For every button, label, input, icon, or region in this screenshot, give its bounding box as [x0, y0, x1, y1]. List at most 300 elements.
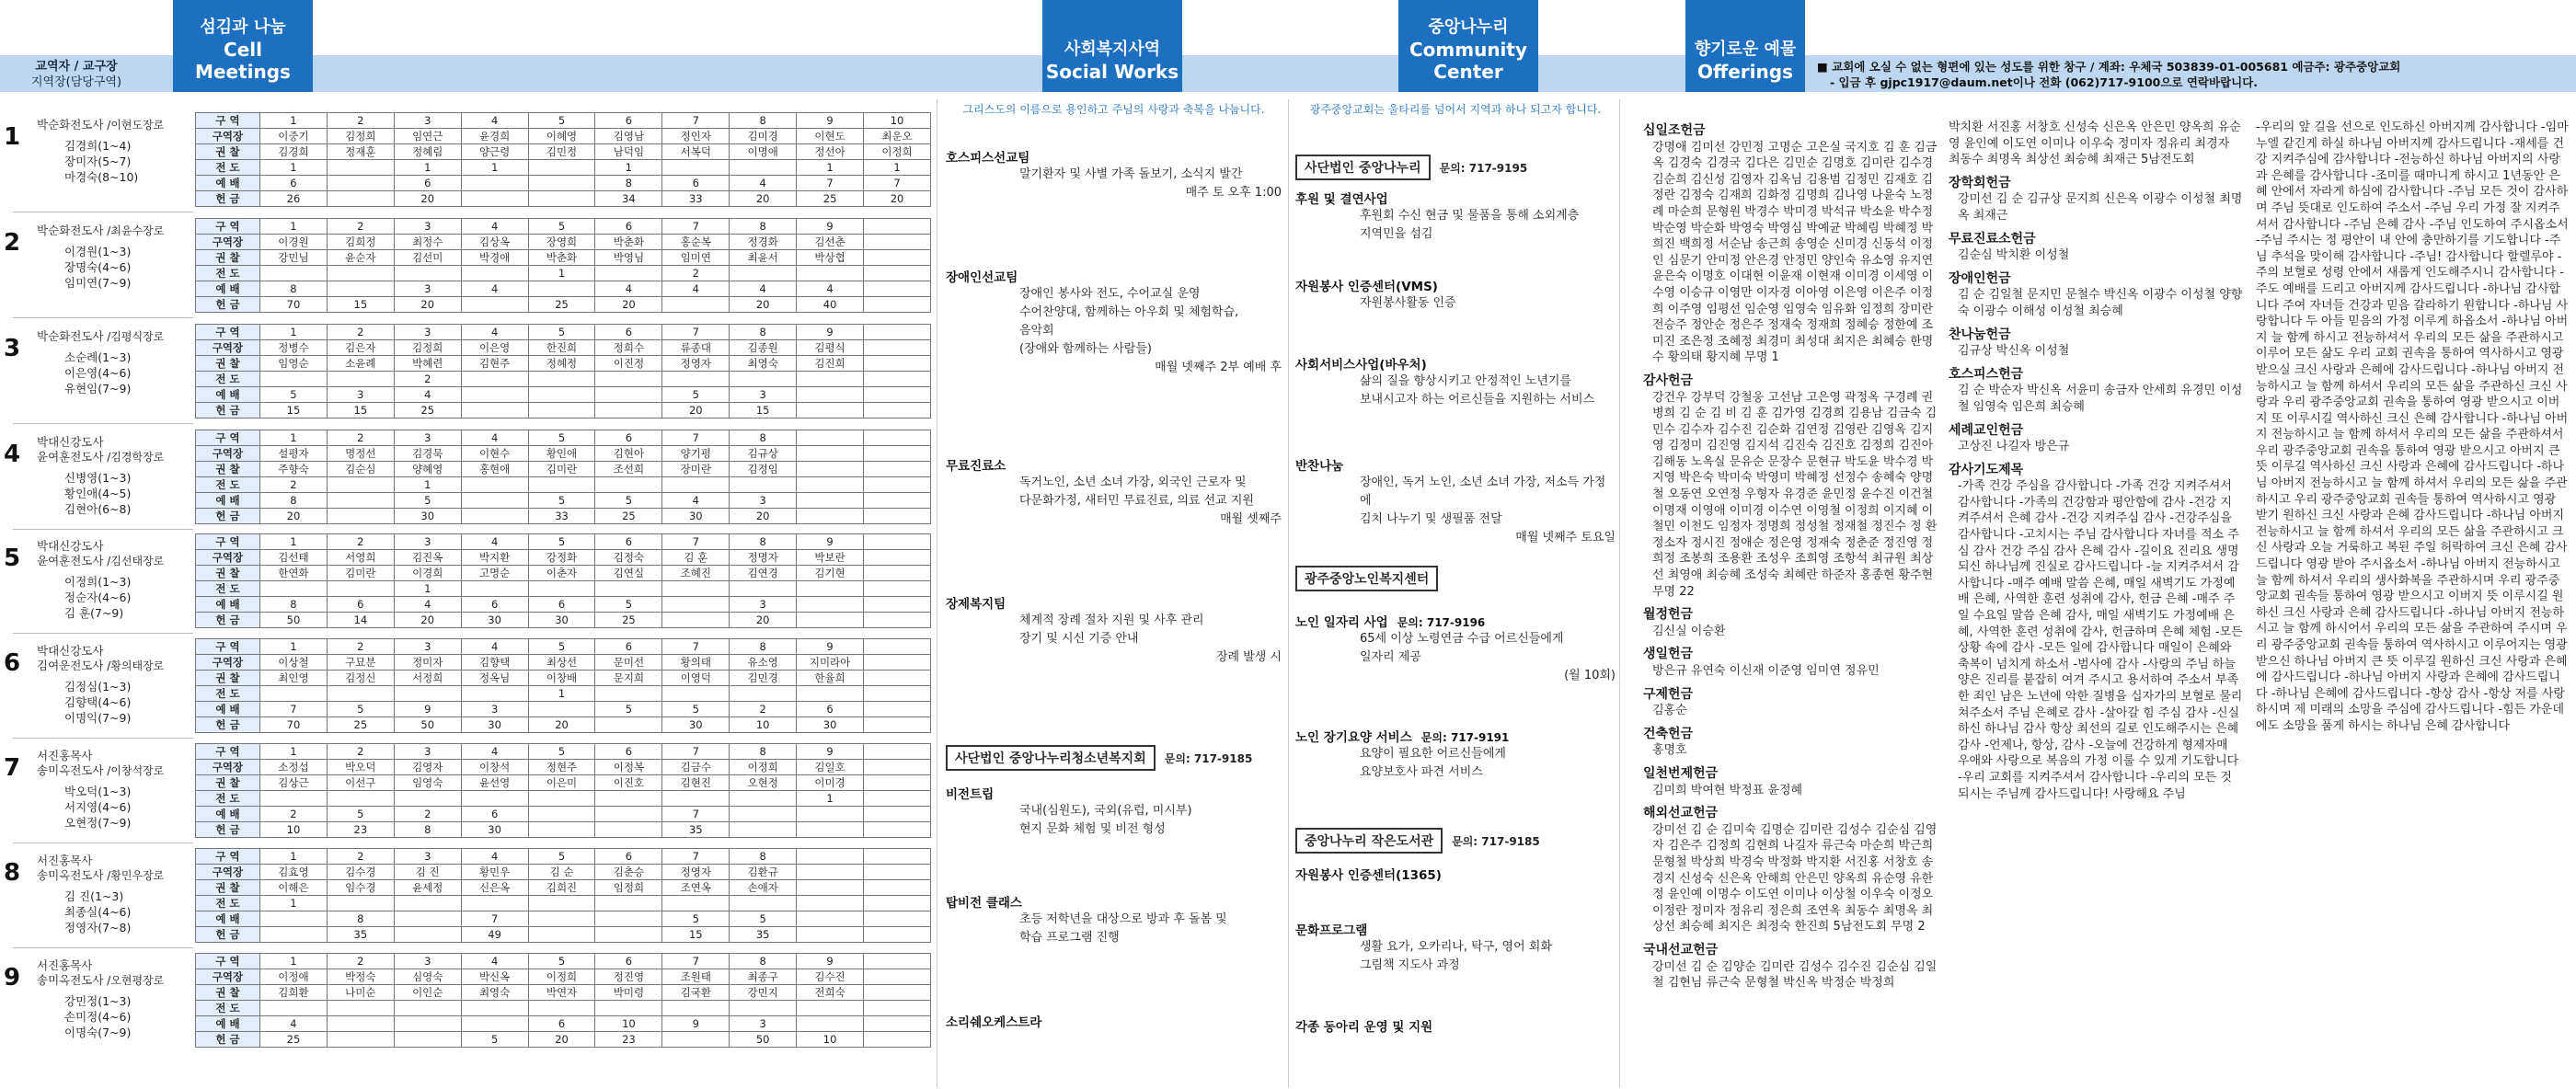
- table-cell: [797, 686, 864, 702]
- table-cell: 홍순복: [662, 235, 730, 250]
- table-cell: 김상근: [260, 775, 328, 791]
- table-row: [196, 477, 931, 493]
- table-cell: 8: [260, 493, 328, 509]
- table-cell: 최영숙: [461, 985, 528, 1001]
- table-cell: 20: [662, 403, 730, 418]
- table-cell: [864, 775, 931, 791]
- table-cell: 김환규: [730, 865, 797, 880]
- row-header: 헌 금: [196, 509, 260, 524]
- table-cell: 3: [394, 534, 461, 550]
- table-cell: 6: [595, 113, 662, 129]
- row-header: 전 도: [196, 581, 260, 597]
- district-heads: [64, 244, 193, 291]
- table-cell: 3: [730, 493, 797, 509]
- table-cell: [461, 266, 528, 281]
- table-cell: 25: [394, 403, 461, 418]
- section-line: (월 10회): [1564, 669, 1616, 682]
- table-cell: 10: [595, 1016, 662, 1032]
- table-row: [196, 954, 931, 969]
- table-cell: [528, 927, 595, 943]
- section-line: 매월 셋째주: [1220, 512, 1282, 526]
- cell-table: [195, 953, 931, 1048]
- table-row: [196, 744, 931, 760]
- section-title: 소리쉐오케스트라: [946, 1015, 1042, 1030]
- section-title-text: 반찬나눔: [1295, 459, 1344, 474]
- table-cell: [461, 403, 528, 418]
- community-section: [1295, 920, 1616, 975]
- table-cell: 2: [730, 702, 797, 717]
- table-cell: [864, 927, 931, 943]
- cell-table: [195, 638, 931, 733]
- table-cell: 이은영: [461, 340, 528, 356]
- table-cell: [797, 896, 864, 911]
- district-head: 김 진(1~3): [64, 889, 124, 903]
- table-cell: [864, 219, 931, 235]
- table-cell: 김정신: [327, 671, 394, 686]
- section-line: 65세 이상 노령연금 수급 어르신들에게: [1360, 632, 1564, 646]
- table-cell: 8: [260, 597, 328, 613]
- table-cell: [730, 791, 797, 807]
- table-cell: [394, 927, 461, 943]
- table-cell: 정진영: [595, 969, 662, 985]
- table-cell: [528, 387, 595, 403]
- table-cell: [797, 372, 864, 387]
- district-head: 정영자(7~8): [64, 921, 132, 934]
- row-header: 권 찰: [196, 144, 260, 160]
- table-cell: [327, 160, 394, 176]
- table-cell: 강민지: [730, 985, 797, 1001]
- table-cell: [797, 493, 864, 509]
- community-section: [1295, 276, 1616, 313]
- section-line: 자원봉사활동 인증: [1360, 296, 1456, 310]
- table-cell: 정현주: [528, 760, 595, 775]
- table-cell: 30: [394, 509, 461, 524]
- table-cell: 1: [528, 266, 595, 281]
- table-cell: 4: [394, 387, 461, 403]
- section-title: 장애인선교팀: [946, 270, 1018, 285]
- table-cell: [864, 954, 931, 969]
- offering-text: -우리의 앞 길을 선으로 인도하신 아버지께 감사합니다 -임마누엘 같긴게 하실 하나님 아버지께 감사드립니다 -재세를 건강 지켜주심에 감사합니다 -전능하신 하나님 아버지의 사랑과 은혜를 감사합니다 -조미를 때마니게 하시고 1년동안 은혜 안에서 자라게 하심에 감사합니다 -주님 모든 것이 감사하며 주님 뜻대로 인도하여 주소서 -주님 우리 가정 잘 지켜주셔서 감사합니다 -주님 은혜 감사 -주님 인도하여 주시옵소서 -주님 주시는 정 평안이 내 안에 충만하기를 기도합니다 -주님 추석을 맞이해 감사합니다 -주님! 감사합니다 할렐루야 -주의 보혈로 성령 안에서 새롭게 인도해주시니 감사합니다 -주도 예배를 드리고 아버지께 감사드립니다 -하나님 감사합니다 주여 자녀들 건강과 믿음 갈라하기 원합니다 -하나님 사랑합니다 두 아들 믿음의 가정 이루게 하옵소서 -하나님 아버지 늘 함께 하시고 전능하셔서 우리의 모든 삶을 주관하시고 이루어 모든 삶도 우리 교회 권속을 통하여 역사하시고 영광 받으실 크신 사랑과 은혜에 감사드립니다 -하나님 아버지 전능하시고 늘 함께 하셔서 우리의 모든 삶을 주관하신 크신 사랑과 우리 광주중앙교회 권속을 통하여 영광 받으시고 이버지 또 이루시길 역사하신 크신 은혜 감사합니다 -하나님 아버지 전능하시고 늘 함께 하셔서 우리의 모든 삶을 주관하셔서 우리 광주중앙교회 권속을 통하여 영광 받으시고 아버지 큰 뜻 이루길 역사하신 크신 사랑과 은혜에 감사드립니다 -하나님 아버지 전능하시고 늘 함께 하셔서 우리의 모든 삶을 주관하시고 우리 광주중앙교회 권속들 통하여 역사하시고 영광 받기 원하신 크신 사랑과 은혜 감사드립니다 -하나님 아버지 전능하시고 늘 함께 하셔서 우리의 모든 삶을 주관하시고 크신 사랑과 오늘 거룩하고 복된 주일 허락하여 크신 은혜 감사드립니다 영광 받아 주시옵소서 -하나님 아버지 전능하시고 늘 함께 하셔서 우리의 생사화복을 주관하시며 우리 광주중앙교회 권속들 통하여 영광 받으시고 이버지 뜻 이루시길 원하신 크신 사랑과 은혜 감사드립니다 -하나님 아버지 전능하시고 늘 함께 하시어서 우리의 모든 삶을 주관하여 주시며 우리 광주중앙교회 권속들 통하여 역사하시고 이루어지는 영광 받으신 하나님 아버지 큰 뜻 이루길 원하신 크신 사랑과 은혜에 감사드립니다 -하나님 아버지 사랑과 은혜에 감사드립니다 -하나님 은혜에 감사드립니다 -항상 감사 -항상 저를 사랑하시며 제 미래의 소망을 주심에 감사드립니다 -힘든 가운데에도 소망을 품게 하시는 하나님 은혜 감사합니다: [2256, 120, 2569, 733]
- table-row: [196, 219, 931, 235]
- table-cell: 5: [662, 702, 730, 717]
- table-row: [196, 430, 931, 446]
- section-title-text: 자원봉사 인증센터(1365): [1295, 868, 1442, 883]
- district-head: 김향택(4~6): [64, 695, 132, 709]
- table-cell: [864, 509, 931, 524]
- table-cell: 임정희: [595, 880, 662, 896]
- table-cell: [528, 1001, 595, 1016]
- table-cell: [864, 325, 931, 340]
- table-cell: [864, 686, 931, 702]
- row-header: 전 도: [196, 160, 260, 176]
- table-cell: 김선태: [260, 550, 328, 566]
- offering-group: [1949, 120, 2243, 168]
- row-header: 예 배: [196, 176, 260, 191]
- section-line: 요양보호사 파견 서비스: [1360, 765, 1483, 779]
- table-cell: 2: [327, 954, 394, 969]
- section-title-text: 각종 동아리 운영 및 지원: [1295, 1020, 1433, 1035]
- offerings-col-3: [2256, 120, 2569, 742]
- table-cell: 7: [864, 176, 931, 191]
- table-cell: 5: [528, 744, 595, 760]
- table-cell: 3: [394, 639, 461, 655]
- region-leader: /김평식장로: [103, 330, 165, 343]
- table-cell: 김진희: [797, 356, 864, 372]
- table-cell: 소정섭: [260, 760, 328, 775]
- table-cell: 홍현애: [461, 462, 528, 477]
- table-row: [196, 160, 931, 176]
- table-cell: [662, 581, 730, 597]
- table-cell: 8: [730, 219, 797, 235]
- table-row: [196, 985, 931, 1001]
- offering-text: 방은규 유연숙 이신재 이준영 임미연 정유민: [1652, 664, 1880, 678]
- table-cell: 20: [394, 191, 461, 207]
- offering-group: [1643, 607, 1942, 639]
- district-head: 소순례(1~3): [64, 350, 132, 364]
- table-row: [196, 581, 931, 597]
- cell-number: 6: [4, 649, 21, 677]
- section-title: [1295, 189, 1616, 207]
- row-header: 전 도: [196, 896, 260, 911]
- table-row: [196, 639, 931, 655]
- table-cell: [864, 911, 931, 927]
- section-line: 수어찬양대, 함께하는 아우회 및 체험학습,: [1019, 305, 1239, 319]
- table-cell: 25: [595, 613, 662, 628]
- table-cell: 황의태: [662, 655, 730, 671]
- table-cell: [662, 597, 730, 613]
- table-cell: 박상협: [797, 250, 864, 266]
- section-line: 장기 및 시신 기증 안내: [1019, 632, 1139, 646]
- table-cell: [595, 791, 662, 807]
- table-row: [196, 325, 931, 340]
- column-divider: [1288, 99, 1289, 1088]
- cell-number: 8: [4, 859, 21, 887]
- district-head: 박오덕(1~3): [64, 785, 132, 798]
- table-cell: 김기현: [797, 566, 864, 581]
- row-divider: [13, 529, 193, 530]
- table-cell: 7: [662, 219, 730, 235]
- table-cell: 15: [327, 403, 394, 418]
- table-cell: 20: [260, 509, 328, 524]
- table-cell: [595, 581, 662, 597]
- region-leader-name: 이현도장로: [110, 119, 165, 132]
- table-cell: [730, 807, 797, 822]
- table-cell: 1: [260, 744, 328, 760]
- cell-label: [4, 749, 193, 831]
- section-line: 현지 문화 체험 및 비전 형성: [1019, 822, 1166, 836]
- table-cell: 6: [528, 597, 595, 613]
- table-cell: [662, 896, 730, 911]
- cell-title: [37, 329, 193, 344]
- assistant-name: 윤여훈전도사: [37, 554, 104, 567]
- table-cell: 8: [595, 176, 662, 191]
- section-title-text: 노인 일자리 사업: [1295, 615, 1388, 630]
- table-cell: 최종구: [730, 969, 797, 985]
- table-row: [196, 760, 931, 775]
- table-cell: 23: [595, 1032, 662, 1048]
- cell-group: [0, 532, 934, 633]
- table-cell: [864, 791, 931, 807]
- table-row: [196, 446, 931, 462]
- table-cell: 윤경희: [461, 129, 528, 144]
- table-cell: 33: [528, 509, 595, 524]
- table-cell: [864, 969, 931, 985]
- table-cell: [864, 1032, 931, 1048]
- table-cell: 3: [394, 430, 461, 446]
- tab-social-works: [1042, 0, 1182, 92]
- table-cell: 이상철: [260, 655, 328, 671]
- table-cell: 이춘자: [528, 566, 595, 581]
- table-cell: 김미경: [730, 129, 797, 144]
- offering-text: 고상진 나길자 방은규: [1958, 440, 2070, 454]
- table-cell: 5: [528, 493, 595, 509]
- table-cell: 정재훈: [327, 144, 394, 160]
- table-cell: 5: [260, 387, 328, 403]
- community-section: [1295, 455, 1616, 547]
- table-cell: 8: [730, 744, 797, 760]
- assistant-name: 윤여훈전도사: [37, 450, 104, 464]
- offering-text: 김홍순: [1652, 704, 1687, 718]
- table-cell: 문지희: [595, 671, 662, 686]
- table-cell: [327, 581, 394, 597]
- offering-title: 감사헌금: [1643, 373, 1694, 388]
- table-cell: [595, 477, 662, 493]
- table-cell: [864, 356, 931, 372]
- table-cell: 나미순: [327, 985, 394, 1001]
- table-cell: [327, 281, 394, 297]
- region-leader-name: 황의태장로: [110, 659, 165, 672]
- table-cell: [394, 686, 461, 702]
- youth-section: [946, 1012, 1282, 1030]
- row-header: 전 도: [196, 791, 260, 807]
- section-title: 장제복지팀: [946, 597, 1006, 612]
- table-row: [196, 387, 931, 403]
- table-cell: [461, 387, 528, 403]
- table-cell: 유소영: [730, 655, 797, 671]
- cell-table: [195, 324, 931, 418]
- table-cell: 8: [394, 822, 461, 838]
- table-cell: 김 훈: [662, 550, 730, 566]
- table-cell: 김수경: [327, 865, 394, 880]
- offering-title: 호스피스헌금: [1949, 366, 2024, 382]
- row-header: 헌 금: [196, 191, 260, 207]
- table-cell: 김일호: [797, 760, 864, 775]
- region-leader-name: 김경학장로: [110, 451, 165, 464]
- table-row: [196, 534, 931, 550]
- table-cell: [528, 896, 595, 911]
- table-cell: 1: [260, 954, 328, 969]
- table-cell: [327, 896, 394, 911]
- table-cell: [461, 493, 528, 509]
- cell-title: [37, 435, 193, 464]
- table-cell: 이인순: [394, 985, 461, 1001]
- tab-kr: 향기로운 예물: [1694, 40, 1797, 59]
- table-cell: 7: [662, 534, 730, 550]
- table-cell: 23: [327, 822, 394, 838]
- table-row: [196, 671, 931, 686]
- offering-title: 십일조헌금: [1643, 123, 1706, 138]
- offering-text: 강명애 김미선 강민정 고명순 고은실 국지호 김 훈 김금옥 김경숙 김경국 김다은 김민순 김명호 김미란 김수경 김순희 김신성 김영자 김옥님 김용범 김정민 김재호 김정란 김정숙 김재희 김화정 김명희 김나영 나윤숙 노정례 마순희 문형원 박경수 박미경 박석규 박소윤 박수정 박순영 박순화 박영숙 박영심 박예균 박혜림 박혜정 박희진 백희정 서순남 송근희 송영순 신미경 신동석 이정인 심문기 안미정 안은경 안정민 양인숙 유소영 유지연 윤은숙 이명호 이대현 이윤재 이현재 이미경 이세영 이수영 이승규 이영만 이자경 이아영 이은영 이은주 이정희 이주영 임평선 임순영 임영숙 임유화 임정희 장미란 전승주 정안순 정은주 정재숙 정재희 정혜승 정한예 조미진 조은정 조혜정 최경미 최성대 최지은 최혜승 한명수 황의태 황지혜 무명 1: [1652, 140, 1938, 365]
- table-cell: 25: [528, 297, 595, 313]
- offering-text: 강미선 김 순 김양순 김미란 김성수 김수진 김순심 김일철 김현님 류근숙 문형철 박신옥 박정순 박정희: [1652, 959, 1938, 991]
- table-cell: 5: [730, 911, 797, 927]
- table-row: [196, 191, 931, 207]
- table-cell: 김춘승: [595, 865, 662, 880]
- row-header: 전 도: [196, 372, 260, 387]
- table-cell: [394, 1001, 461, 1016]
- tab-offerings: [1685, 0, 1805, 92]
- table-cell: [260, 927, 328, 943]
- table-cell: 5: [528, 430, 595, 446]
- row-divider: [13, 947, 193, 948]
- table-cell: 3: [394, 325, 461, 340]
- community-section: [1295, 612, 1616, 685]
- row-header: 구역장: [196, 129, 260, 144]
- table-cell: [730, 372, 797, 387]
- table-row: [196, 911, 931, 927]
- table-cell: [394, 266, 461, 281]
- table-row: [196, 655, 931, 671]
- district-head: 황인애(4~5): [64, 487, 132, 500]
- section-title: [1295, 920, 1616, 938]
- table-cell: 최정수: [394, 235, 461, 250]
- district-head: 손미정(4~6): [64, 1010, 132, 1024]
- section-line: 독거노인, 소년 소녀 가장, 외국인 근로자 및: [1019, 476, 1247, 489]
- row-header: 구역장: [196, 235, 260, 250]
- table-cell: [394, 896, 461, 911]
- cell-title: [37, 118, 193, 132]
- table-cell: 김현주: [461, 356, 528, 372]
- row-header: 전 도: [196, 477, 260, 493]
- offerings-col-2: [1949, 120, 2243, 809]
- table-cell: [528, 160, 595, 176]
- offering-title: 장애인헌금: [1949, 270, 2011, 286]
- table-cell: [327, 686, 394, 702]
- row-header: 구 역: [196, 325, 260, 340]
- cell-group: [0, 636, 934, 738]
- district-head: 신병영(1~3): [64, 471, 132, 485]
- table-row: [196, 340, 931, 356]
- table-cell: 1: [797, 160, 864, 176]
- tab-en: Social Works: [1045, 61, 1179, 83]
- table-cell: 김경희: [260, 144, 328, 160]
- table-cell: [797, 807, 864, 822]
- table-cell: 5: [528, 113, 595, 129]
- table-cell: 20: [730, 509, 797, 524]
- table-cell: [797, 911, 864, 927]
- table-cell: 최윤서: [730, 250, 797, 266]
- offering-group: [2256, 120, 2569, 735]
- table-cell: 김 진: [394, 865, 461, 880]
- offering-group: [1949, 327, 2243, 360]
- table-cell: [864, 281, 931, 297]
- table-cell: [730, 686, 797, 702]
- table-cell: 김향택: [461, 655, 528, 671]
- table-cell: [797, 446, 864, 462]
- table-cell: 이정희: [730, 760, 797, 775]
- table-cell: [797, 1001, 864, 1016]
- table-cell: [730, 266, 797, 281]
- section-line: 지역민을 섬김: [1360, 227, 1433, 241]
- table-cell: 5: [327, 807, 394, 822]
- table-cell: 이선구: [327, 775, 394, 791]
- table-cell: [730, 896, 797, 911]
- table-cell: 김경묵: [394, 446, 461, 462]
- table-cell: 이진호: [595, 775, 662, 791]
- cell-group: [0, 846, 934, 947]
- offering-title: 무료진료소헌금: [1949, 231, 2036, 246]
- table-cell: 4: [662, 493, 730, 509]
- table-cell: 주향숙: [260, 462, 328, 477]
- table-cell: 26: [260, 191, 328, 207]
- table-row: [196, 1032, 931, 1048]
- table-cell: 1: [260, 219, 328, 235]
- section-title: 탑비전 클래스: [946, 896, 1022, 911]
- table-cell: 1: [528, 686, 595, 702]
- table-cell: 35: [662, 822, 730, 838]
- region-leader: /김선태장로: [103, 555, 165, 567]
- district-head: 김정심(1~3): [64, 680, 132, 694]
- region-leader: /황민우장로: [103, 869, 165, 882]
- section-line: 말기환자 및 사별 가족 돌보기, 소식지 발간: [1019, 167, 1243, 181]
- table-cell: 6: [595, 744, 662, 760]
- table-cell: 8: [260, 281, 328, 297]
- row-header: 전 도: [196, 686, 260, 702]
- youth-welfare-phone: 문의: 717-9185: [1164, 752, 1253, 765]
- table-cell: 이진정: [595, 356, 662, 372]
- community-section: [1295, 354, 1616, 409]
- table-cell: 7: [797, 176, 864, 191]
- table-cell: [797, 880, 864, 896]
- table-cell: [595, 372, 662, 387]
- table-cell: [864, 744, 931, 760]
- table-cell: [662, 791, 730, 807]
- offering-text: 김순심 박치환 이성철: [1958, 248, 2070, 263]
- table-cell: [528, 191, 595, 207]
- table-cell: 9: [797, 639, 864, 655]
- table-cell: 이미경: [797, 775, 864, 791]
- cell-group: [0, 741, 934, 843]
- pastor-name: 박순화전도사: [37, 118, 104, 132]
- table-cell: 25: [797, 191, 864, 207]
- table-cell: 70: [260, 717, 328, 733]
- table-cell: 김정희: [327, 129, 394, 144]
- table-cell: 9: [797, 325, 864, 340]
- table-cell: 심영숙: [394, 969, 461, 985]
- table-cell: 20: [394, 297, 461, 313]
- table-cell: 34: [595, 191, 662, 207]
- table-cell: 서복덕: [662, 144, 730, 160]
- section-title-text: 문화프로그램: [1295, 923, 1368, 938]
- table-cell: 1: [394, 477, 461, 493]
- section-line: 장례 발생 시: [1215, 650, 1282, 664]
- district-heads: [64, 784, 193, 831]
- table-cell: [864, 266, 931, 281]
- table-cell: [461, 477, 528, 493]
- cell-label: [4, 644, 193, 726]
- row-header: 예 배: [196, 911, 260, 927]
- table-cell: 8: [327, 911, 394, 927]
- table-row: [196, 849, 931, 865]
- table-cell: 박미령: [595, 985, 662, 1001]
- section-line: 학습 프로그램 진행: [1019, 931, 1120, 945]
- row-header: 구 역: [196, 430, 260, 446]
- table-cell: 1: [595, 160, 662, 176]
- table-cell: [662, 686, 730, 702]
- table-cell: 김민경: [730, 671, 797, 686]
- table-cell: 4: [461, 744, 528, 760]
- row-header: 구역장: [196, 865, 260, 880]
